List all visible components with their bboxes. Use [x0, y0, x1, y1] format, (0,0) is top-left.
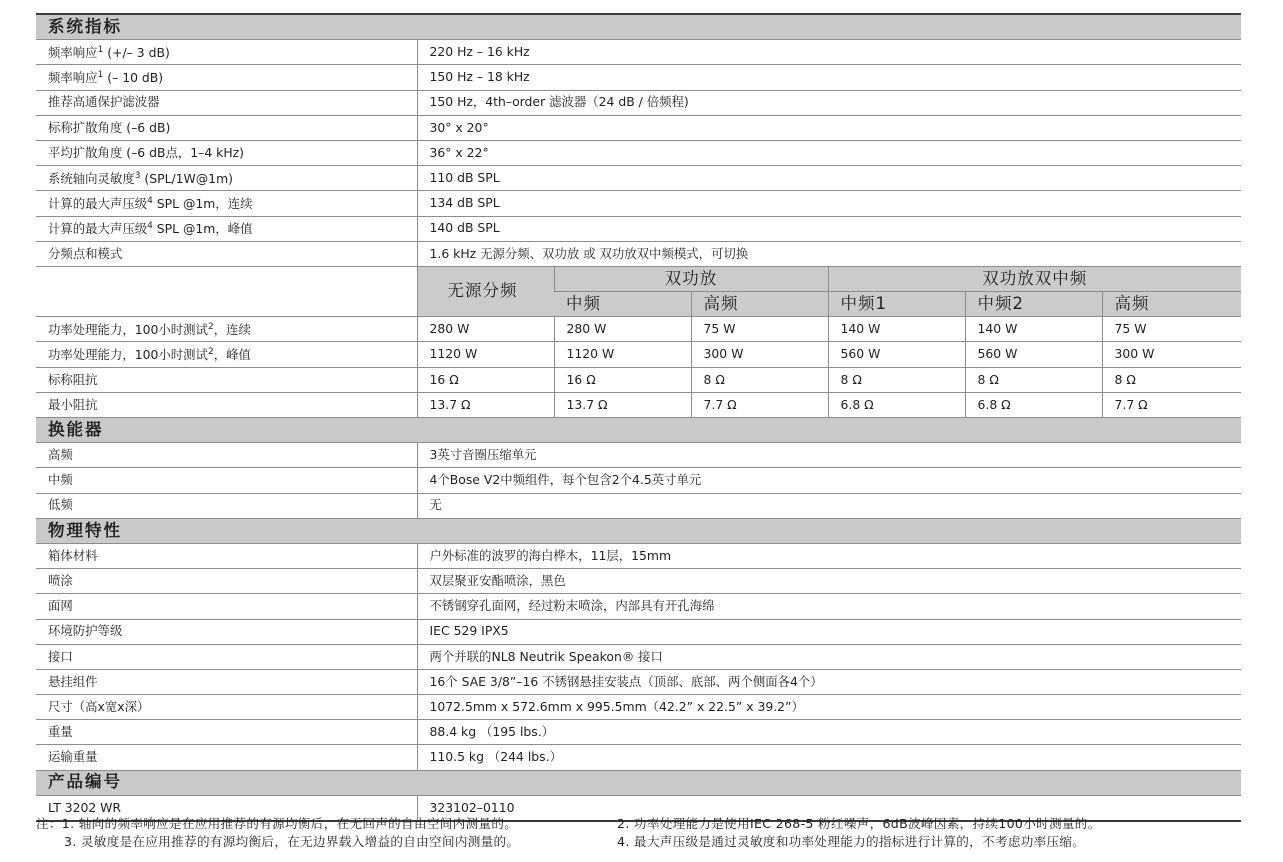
spec-row — [36, 669, 1241, 694]
mode-value: 75 W — [1102, 317, 1241, 342]
mode-value: 140 W — [828, 317, 965, 342]
row-label — [36, 317, 417, 342]
label-text: 系统轴向灵敏度 — [48, 170, 135, 186]
row-value: 不锈钢穿孔面网，经过粉末喷涂，内部具有开孔海绵 — [417, 594, 1241, 619]
section-header-physical — [36, 518, 1241, 543]
row-value: 323102–0110 — [417, 795, 1241, 821]
row-label: 中频 — [36, 468, 417, 493]
spec-row — [36, 40, 1241, 65]
mode-value: 13.7 Ω — [417, 392, 554, 417]
label-suffix: ，连续 — [213, 321, 251, 337]
label-suffix: SPL @1m，峰值 — [152, 220, 253, 236]
footnote-3: 3. 灵敏度是在应用推荐的有源均衡后，在无边界载入增益的自由空间内测量的。 — [64, 834, 520, 849]
mode-value: 140 W — [965, 317, 1102, 342]
label-text: 标称阻抗 — [48, 371, 98, 387]
spec-row — [36, 745, 1241, 770]
label-text: 计算的最大声压级 — [48, 195, 148, 211]
label-text: 平均扩散角度 (–6 dB点，1–4 kHz) — [48, 144, 245, 160]
spec-row — [36, 140, 1241, 165]
spec-row — [36, 619, 1241, 644]
row-label — [36, 140, 417, 165]
section-header-product_code — [36, 770, 1241, 795]
footnote-ref: 1 — [97, 69, 104, 80]
footnote-prefix: 注： — [36, 816, 62, 831]
mode-header-row — [36, 266, 1241, 291]
row-label: 运输重量 — [36, 745, 417, 770]
mode-value: 7.7 Ω — [1102, 392, 1241, 417]
row-value: 1.6 kHz 无源分频、双功放 或 双功放双中频模式，可切换 — [417, 241, 1241, 266]
mode-value: 300 W — [691, 342, 828, 367]
mode-value: 300 W — [1102, 342, 1241, 367]
spec-row — [36, 493, 1241, 518]
footnote-ref: 2 — [207, 321, 214, 332]
label-suffix: (SPL/1W@1m) — [140, 170, 233, 186]
mode-band: 中频2 — [965, 292, 1102, 317]
mode-value: 6.8 Ω — [965, 392, 1102, 417]
row-label — [36, 241, 417, 266]
row-value: IEC 529 IPX5 — [417, 619, 1241, 644]
spec-row — [36, 594, 1241, 619]
row-value: 3英寸音圈压缩单元 — [417, 443, 1241, 468]
row-label — [36, 367, 417, 392]
mode-value: 8 Ω — [691, 367, 828, 392]
mode-value: 560 W — [828, 342, 965, 367]
mode-value: 1120 W — [417, 342, 554, 367]
row-value: 134 dB SPL — [417, 191, 1241, 216]
spec-row — [36, 543, 1241, 568]
row-label: 重量 — [36, 720, 417, 745]
row-value: 户外标准的波罗的海白桦木，11层，15mm — [417, 543, 1241, 568]
mode-value: 280 W — [554, 317, 691, 342]
row-label: 悬挂组件 — [36, 669, 417, 694]
row-value: 220 Hz – 16 kHz — [417, 40, 1241, 65]
power-row — [36, 392, 1241, 417]
row-label: 高频 — [36, 443, 417, 468]
row-value: 30° x 20° — [417, 115, 1241, 140]
row-value: 4个Bose V2中频组件，每个包含2个4.5英寸单元 — [417, 468, 1241, 493]
label-text: 分频点和模式 — [48, 245, 123, 261]
label-suffix: (+/– 3 dB) — [103, 44, 170, 60]
label-text: 功率处理能力，100小时测试 — [48, 321, 208, 337]
footnote-ref: 4 — [147, 195, 153, 206]
row-value: 双层聚亚安酯喷涂，黑色 — [417, 569, 1241, 594]
footnote-ref: 1 — [97, 44, 104, 55]
row-value: 88.4 kg （195 lbs.） — [417, 720, 1241, 745]
footnote-line-1 — [36, 815, 517, 833]
row-label: 喷涂 — [36, 569, 417, 594]
spec-row — [36, 166, 1241, 191]
section-title: 产品编号 — [36, 770, 1241, 795]
footnote-1: 1. 轴向的频率响应是在应用推荐的有源均衡后，在无回声的自由空间内测量的。 — [61, 816, 518, 831]
section-title: 系统指标 — [36, 14, 1241, 40]
row-value: 150 Hz，4th–order 滤波器（24 dB / 倍频程) — [417, 90, 1241, 115]
mode-biamp: 双功放 — [554, 266, 828, 291]
row-value: 110 dB SPL — [417, 166, 1241, 191]
footnote-4: 4. 最大声压级是通过灵敏度和功率处理能力的指标进行计算的，不考虑功率压缩。 — [617, 834, 1086, 849]
spec-table-body — [36, 14, 1241, 821]
mode-value: 16 Ω — [417, 367, 554, 392]
mode-value: 75 W — [691, 317, 828, 342]
spec-row — [36, 695, 1241, 720]
mode-value: 1120 W — [554, 342, 691, 367]
row-label — [36, 166, 417, 191]
mode-passive: 无源分频 — [417, 266, 554, 316]
label-text: 频率响应 — [48, 69, 98, 85]
row-value: 16个 SAE 3/8”–16 不锈钢悬挂安装点（顶部、底部、两个侧面各4个） — [417, 669, 1241, 694]
footnote-ref: 3 — [134, 170, 141, 181]
row-value: 150 Hz – 18 kHz — [417, 65, 1241, 90]
spec-row — [36, 443, 1241, 468]
row-label — [36, 191, 417, 216]
row-label: 尺寸（高x宽x深） — [36, 695, 417, 720]
label-text: 功率处理能力，100小时测试 — [48, 346, 208, 362]
row-value: 140 dB SPL — [417, 216, 1241, 241]
mode-band: 中频 — [554, 292, 691, 317]
row-label — [36, 392, 417, 417]
spec-row — [36, 569, 1241, 594]
spec-row — [36, 115, 1241, 140]
row-label: 面网 — [36, 594, 417, 619]
row-label: 低频 — [36, 493, 417, 518]
spec-row — [36, 191, 1241, 216]
row-value: 36° x 22° — [417, 140, 1241, 165]
section-title: 物理特性 — [36, 518, 1241, 543]
mode-value: 13.7 Ω — [554, 392, 691, 417]
mode-value: 8 Ω — [1102, 367, 1241, 392]
mode-band: 高频 — [691, 292, 828, 317]
row-label — [36, 216, 417, 241]
mode-value: 560 W — [965, 342, 1102, 367]
section-header-system — [36, 14, 1241, 40]
spec-row — [36, 216, 1241, 241]
spec-row — [36, 644, 1241, 669]
mode-value: 8 Ω — [828, 367, 965, 392]
mode-biamp-dual-mid: 双功放双中频 — [828, 266, 1241, 291]
power-row — [36, 342, 1241, 367]
mode-band: 高频 — [1102, 292, 1241, 317]
row-label: 接口 — [36, 644, 417, 669]
label-text: 标称扩散角度 (–6 dB) — [48, 119, 171, 135]
label-text: 推荐高通保护滤波器 — [48, 94, 160, 110]
spec-table — [36, 13, 1241, 822]
row-value: 1072.5mm x 572.6mm x 995.5mm（42.2” x 22.5” x 39.2”） — [417, 695, 1241, 720]
spec-row — [36, 65, 1241, 90]
label-text: 计算的最大声压级 — [48, 220, 148, 236]
row-value: 110.5 kg （244 lbs.） — [417, 745, 1241, 770]
footnote-ref: 2 — [207, 346, 214, 357]
row-value: 无 — [417, 493, 1241, 518]
blank-cell — [36, 266, 417, 316]
label-text: 频率响应 — [48, 44, 98, 60]
section-header-transducers — [36, 418, 1241, 443]
footnote-2: 2. 功率处理能力是使用IEC 268-5 粉红噪声，6dB波峰因素，持续100小时测量的。 — [617, 816, 1101, 831]
spec-row — [36, 468, 1241, 493]
spec-row — [36, 241, 1241, 266]
row-label: LT 3202 WR — [36, 795, 417, 821]
footnote-ref: 4 — [147, 220, 153, 231]
label-suffix: SPL @1m，连续 — [152, 195, 253, 211]
row-label: 环境防护等级 — [36, 619, 417, 644]
spec-row — [36, 90, 1241, 115]
row-label — [36, 40, 417, 65]
mode-value: 7.7 Ω — [691, 392, 828, 417]
row-label: 箱体材料 — [36, 543, 417, 568]
power-row — [36, 367, 1241, 392]
row-label — [36, 65, 417, 90]
label-suffix: ，峰值 — [213, 346, 251, 362]
power-row — [36, 317, 1241, 342]
mode-value: 6.8 Ω — [828, 392, 965, 417]
spec-row — [36, 720, 1241, 745]
mode-value: 8 Ω — [965, 367, 1102, 392]
section-title: 换能器 — [36, 418, 1241, 443]
mode-value: 16 Ω — [554, 367, 691, 392]
row-label — [36, 115, 417, 140]
mode-band: 中频1 — [828, 292, 965, 317]
label-text: 最小阻抗 — [48, 396, 98, 412]
row-value: 两个并联的NL8 Neutrik Speakon® 接口 — [417, 644, 1241, 669]
row-label — [36, 342, 417, 367]
row-label — [36, 90, 417, 115]
mode-value: 280 W — [417, 317, 554, 342]
label-suffix: (– 10 dB) — [103, 69, 164, 85]
